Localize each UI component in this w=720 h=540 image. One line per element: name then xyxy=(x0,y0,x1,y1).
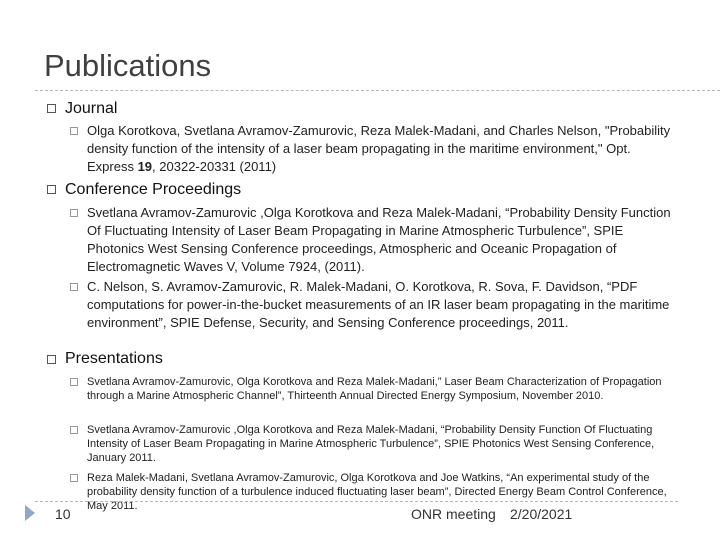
conference-item: C. Nelson, S. Avramov-Zamurovic, R. Malek-Madani, O. Korotkova, R. Sova, F. Davidson, “PDF computations for power-in-the-bucket measurements of an IR laser beam propagating in the maritime environment”, SPIE Defense, Security, and Sensing Conference proceedings, 2011. xyxy=(87,279,670,330)
bullet-icon xyxy=(47,355,56,364)
citation-text: Olga Korotkova, Svetlana Avramov-Zamurovic, Reza Malek-Madani, and Charles Nelson, "Probability density function of the intensity of a laser beam propagating in the maritime environment," Opt. Express xyxy=(87,123,671,174)
volume-number: 19 xyxy=(137,159,153,174)
bullet-icon xyxy=(70,378,78,386)
slide-number: 10 xyxy=(55,506,71,522)
bullet-icon xyxy=(47,104,56,113)
bullet-icon xyxy=(70,426,78,434)
presentation-item: Svetlana Avramov-Zamurovic, Olga Korotkova and Reza Malek-Madani,” Laser Beam Characterization of Propagation through a Marine Atmospheric Channel”, Thirteenth Annual Directed Energy Symposium, November 2010. xyxy=(87,376,662,402)
journal-item xyxy=(87,122,675,176)
triangle-marker-icon xyxy=(25,505,35,521)
footer-event: ONR meeting xyxy=(411,506,496,522)
bullet-icon xyxy=(47,185,56,194)
footer-date: 2/20/2021 xyxy=(510,506,573,522)
presentation-item: Svetlana Avramov-Zamurovic ,Olga Korotkova and Reza Malek-Madani, “Probability Density Function Of Fluctuating Intensity of Laser Beam Propagating in Marine Atmospheric Turbulence”, SPIE Photonics West Sensing Conference, January 2011. xyxy=(87,424,655,464)
bullet-icon xyxy=(70,127,78,135)
section-heading-journal: Journal xyxy=(65,100,118,117)
title-divider xyxy=(35,90,720,91)
conference-item: Svetlana Avramov-Zamurovic ,Olga Korotkova and Reza Malek-Madani, “Probability Density Function Of Fluctuating Intensity of Laser Beam Propagating in Marine Atmospheric Turbulence”, SPIE Photonics West Sensing Conference proceedings, Atmospheric and Oceanic Propagation of Electromagnetic Waves V, Volume 7924, (2011). xyxy=(87,205,671,274)
bullet-icon xyxy=(70,474,78,482)
citation-pages: , 20322-20331 (2011) xyxy=(152,159,277,174)
page-title: Publications xyxy=(44,48,212,83)
bullet-icon xyxy=(70,209,78,217)
footer-divider xyxy=(35,501,678,502)
presentation-item: Reza Malek-Madani, Svetlana Avramov-Zamurovic, Olga Korotkova and Joe Watkins, “An experimental study of the probability density function of a turbulence induced fluctuating laser beam”, Directed Energy Beam Control Conference, May 2011. xyxy=(87,472,667,512)
section-heading-presentations: Presentations xyxy=(65,350,163,367)
bullet-icon xyxy=(70,283,78,291)
section-heading-conference: Conference Proceedings xyxy=(65,181,242,198)
